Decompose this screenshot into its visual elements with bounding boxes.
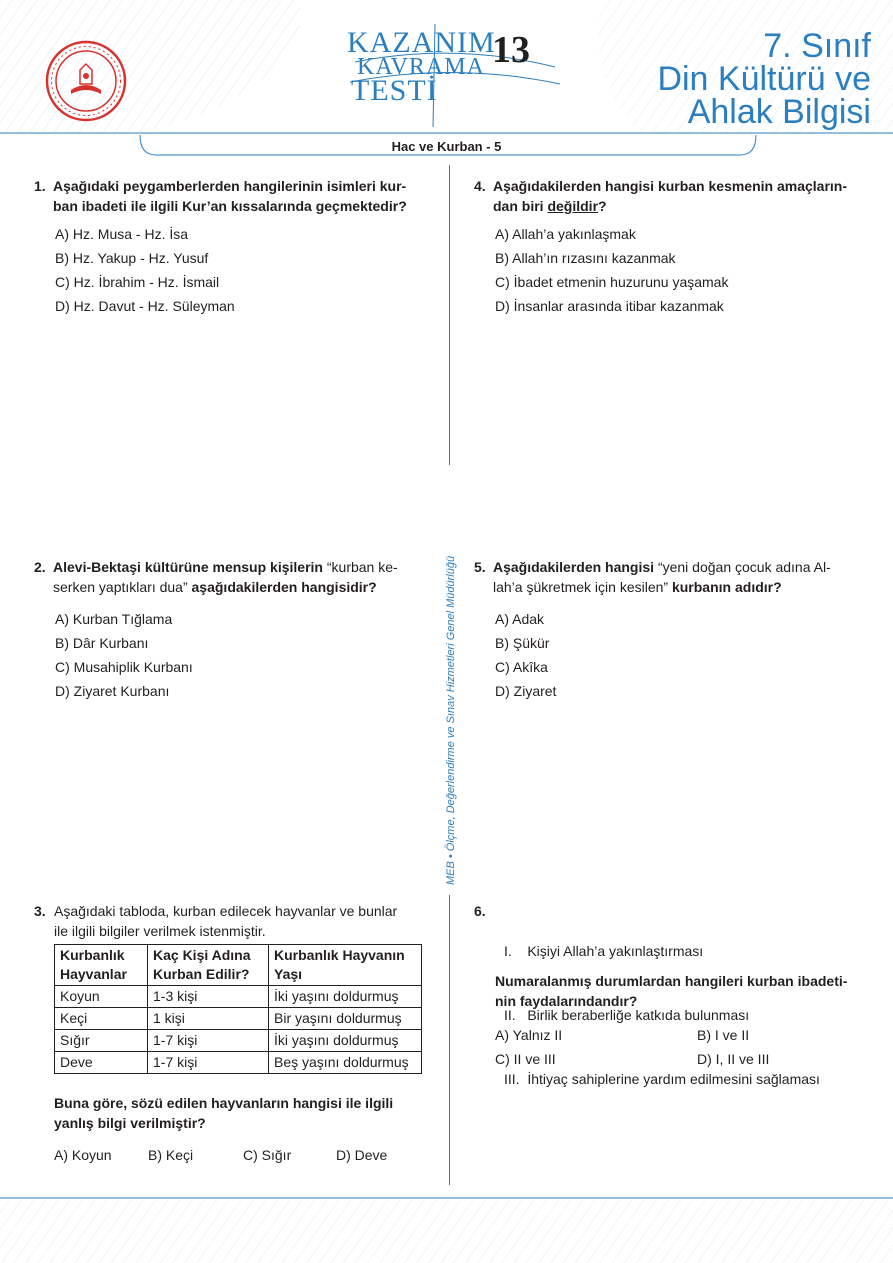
column-divider-top <box>449 165 450 465</box>
column-divider-bottom <box>449 895 450 1185</box>
brand-line-1: KAZANIM <box>347 26 496 59</box>
option-a[interactable]: A) Allah’a yakınlaşmak <box>495 226 636 242</box>
question-text-line: Aşağıdaki tabloda, kurban edilecek hayvanlar ve bunlar <box>54 903 398 919</box>
table-header: Kurbanlık Hayvanın Yaşı <box>269 945 422 986</box>
question-text-line <box>53 577 438 597</box>
question-6-prompt <box>495 971 875 1011</box>
question-text-part: “yeni doğan çocuk adına Al- <box>657 559 831 575</box>
table-cell: 1-3 kişi <box>148 986 269 1008</box>
question-text-line: ban ibadeti ile ilgili Kur’an kıssalarında geçmektedir? <box>53 198 407 214</box>
brand-line-2: KAVRAMA <box>357 54 485 80</box>
question-number: 5. <box>474 559 486 575</box>
table-cell: Beş yaşını doldurmuş <box>269 1052 422 1074</box>
brand-logo <box>345 22 565 132</box>
option-a[interactable]: A) Koyun <box>54 1147 112 1163</box>
question-3-prompt <box>54 1093 434 1133</box>
brand-line-3: TESTİ <box>351 74 438 107</box>
option-c[interactable]: C) İbadet etmenin huzurunu yaşamak <box>495 274 729 290</box>
question-text-part: kurbanın adıdır? <box>671 579 782 595</box>
question-text-part: serken yaptıkları dua” <box>53 579 192 595</box>
option-d[interactable]: D) I, II ve III <box>697 1051 770 1067</box>
subject-line-3: Ahlak Bilgisi <box>687 93 871 131</box>
question-text-line: Aşağıdakilerden hangisi kurban kesmenin amaçların- <box>493 178 848 194</box>
question-text-line: Buna göre, sözü edilen hayvanların hangisi ile ilgili <box>54 1095 394 1111</box>
question-text-line <box>493 557 878 577</box>
question-text <box>53 557 438 597</box>
option-c[interactable]: C) II ve III <box>495 1051 556 1067</box>
numbered-list <box>504 901 874 1133</box>
option-b[interactable]: B) Allah’ın rızasını kazanmak <box>495 250 676 266</box>
question-text <box>493 557 878 597</box>
table-row <box>55 1008 422 1030</box>
subject-line-2: Din Kültürü ve <box>657 60 871 98</box>
table-cell: Bir yaşını doldurmuş <box>269 1008 422 1030</box>
option-d[interactable]: D) Ziyaret Kurbanı <box>55 683 170 699</box>
question-text-part: dan biri <box>493 198 548 214</box>
question-text-line: yanlış bilgi verilmiştir? <box>54 1115 206 1131</box>
option-b[interactable]: B) Dâr Kurbanı <box>55 635 149 651</box>
option-c[interactable]: C) Sığır <box>243 1147 292 1163</box>
option-b[interactable]: B) Keçi <box>148 1147 194 1163</box>
question-text <box>493 176 878 216</box>
table-cell: Sığır <box>55 1030 148 1052</box>
table-row <box>55 986 422 1008</box>
option-c[interactable]: C) Musahiplik Kurbanı <box>55 659 193 675</box>
question-text-part: “kurban ke- <box>326 559 398 575</box>
question-text-part: lah’a şükretmek için kesilen” <box>493 579 672 595</box>
question-text-line <box>53 557 438 577</box>
subject-title <box>551 27 871 131</box>
question-text-line <box>493 196 878 216</box>
option-a[interactable]: A) Hz. Musa - Hz. İsa <box>55 226 189 242</box>
question-text-part: Aşağıdakilerden hangisi <box>493 559 658 575</box>
question-text-part: aşağıdakilerden hangisidir? <box>191 579 377 595</box>
table-header: Kurbanlık Hayvanlar <box>55 945 148 986</box>
option-a[interactable]: A) Adak <box>495 611 545 627</box>
option-a[interactable]: A) Yalnız II <box>495 1027 563 1043</box>
question-text <box>54 901 439 941</box>
footer-hatch-pattern <box>0 1195 893 1263</box>
question-number: 1. <box>34 178 46 194</box>
question-number: 3. <box>34 903 46 919</box>
question-text-line: Numaralanmış durumlardan hangileri kurban ibadeti- <box>495 973 848 989</box>
table-row <box>55 1052 422 1074</box>
table-row <box>55 1030 422 1052</box>
option-b[interactable]: B) Hz. Yakup - Hz. Yusuf <box>55 250 209 266</box>
question-text-line: ile ilgili bilgiler verilmek istenmiştir. <box>54 923 266 939</box>
option-d[interactable]: D) Ziyaret <box>495 683 557 699</box>
table-cell: 1 kişi <box>148 1008 269 1030</box>
question-text-line: Aşağıdaki peygamberlerden hangilerinin isimleri kur- <box>53 178 407 194</box>
list-item: III. İhtiyaç sahiplerine yardım edilmesini sağlaması <box>504 1071 820 1087</box>
table-header: Kaç Kişi Adına Kurban Edilir? <box>148 945 269 986</box>
option-c[interactable]: C) Akîka <box>495 659 548 675</box>
test-number: 13 <box>492 29 530 71</box>
table-cell: Koyun <box>55 986 148 1008</box>
option-d[interactable]: D) Hz. Davut - Hz. Süleyman <box>55 298 235 314</box>
question-number: 4. <box>474 178 486 194</box>
question-text <box>53 176 438 216</box>
table-header-row <box>55 945 422 986</box>
option-a[interactable]: A) Kurban Tığlama <box>55 611 173 627</box>
option-b[interactable]: B) I ve II <box>697 1027 750 1043</box>
side-caption <box>441 470 459 890</box>
table-cell: 1-7 kişi <box>148 1030 269 1052</box>
side-caption-text: MEB • Ölçme, Değerlendirme ve Sınav Hizmetleri Genel Müdürlüğü <box>445 555 457 885</box>
question-number: 2. <box>34 559 46 575</box>
question-text-line <box>493 577 878 597</box>
question-number: 6. <box>474 903 486 919</box>
list-item: II. Birlik beraberliğe katkıda bulunması <box>504 1007 750 1023</box>
table-cell: Keçi <box>55 1008 148 1030</box>
topic-title: Hac ve Kurban - 5 <box>391 139 502 154</box>
table-cell: İki yaşını doldurmuş <box>269 1030 422 1052</box>
option-d[interactable]: D) Deve <box>336 1147 388 1163</box>
negation-emphasis: değildir <box>547 198 599 214</box>
ministry-seal-logo <box>45 40 127 122</box>
table-cell: 1-7 kişi <box>148 1052 269 1074</box>
animal-table <box>54 944 422 1074</box>
question-text-part: ? <box>598 198 607 214</box>
table-cell: İki yaşını doldurmuş <box>269 986 422 1008</box>
question-text-part: Alevi-Bektaşi kültürüne mensup kişilerin <box>53 559 327 575</box>
list-item: I. Kişiyi Allah’a yakınlaştırması <box>504 943 704 959</box>
option-d[interactable]: D) İnsanlar arasında itibar kazanmak <box>495 298 724 314</box>
option-c[interactable]: C) Hz. İbrahim - Hz. İsmail <box>55 274 220 290</box>
subject-line-1: 7. Sınıf <box>763 27 871 65</box>
option-b[interactable]: B) Şükür <box>495 635 550 651</box>
table-cell: Deve <box>55 1052 148 1074</box>
question-text-line: nin faydalarındandır? <box>495 993 638 1009</box>
